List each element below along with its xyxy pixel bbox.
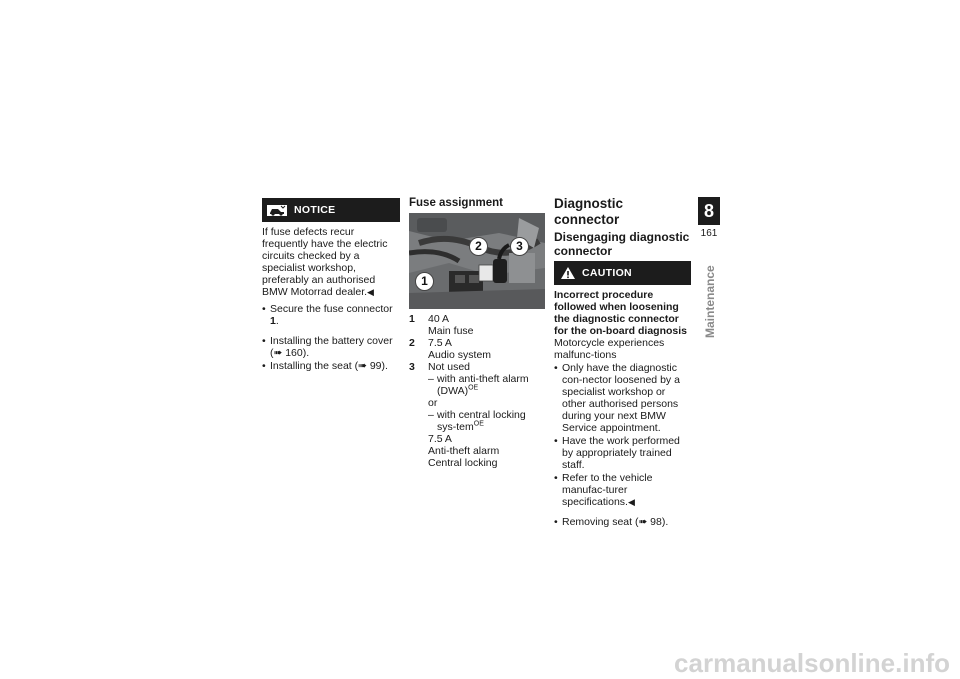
fuse-item-1: 1 40 A Main fuse <box>409 313 474 337</box>
warning-triangle-icon <box>560 266 576 280</box>
caution-step-2: • Have the work performed by appropriately trained staff. <box>554 435 691 471</box>
callout-1: 1 <box>415 272 434 291</box>
fuse-assignment-title: Fuse assignment <box>409 197 503 209</box>
step-install-battery-cover: • Installing the battery cover (➠ 160). <box>262 335 400 359</box>
watermark-text: carmanualsonline.info <box>674 648 950 678</box>
fuse-item-3: 3 Not used – with anti-theft alarm (DWA)$^{OE}$ or – with central locking sys-tem$^{OE}$ 7.5 A Anti-theft alarm Central locking <box>409 361 545 469</box>
notice-label: NOTICE <box>294 204 336 216</box>
caution-heading: Incorrect procedure followed when loosening the diagnostic connector for the on-board diagnosis <box>554 289 687 337</box>
option-central-locking: – with central locking sys-tem$^{OE}$ <box>428 409 545 433</box>
fuse-assignment-column <box>409 196 545 469</box>
caution-banner <box>554 261 691 285</box>
diagnostic-title: Diagnostic connector <box>554 196 624 227</box>
diagnostic-column <box>554 196 691 528</box>
step-removing-seat: • Removing seat (➠ 98). <box>554 516 691 528</box>
callout-3: 3 <box>510 237 529 256</box>
notice-text: If fuse defects recur frequently have the electric circuits checked by a specialist workshop, preferably an authorised BMW Motorrad dealer.◀ <box>262 226 388 298</box>
option-anti-theft: – with anti-theft alarm (DWA)$^{OE}$ <box>428 373 545 397</box>
section-title: Maintenance <box>703 265 717 338</box>
callout-2: 2 <box>469 237 488 256</box>
notice-column <box>262 196 400 372</box>
chapter-number: 8 <box>698 197 720 225</box>
page-number: 161 <box>700 228 718 239</box>
caution-label: CAUTION <box>582 267 632 279</box>
step-install-seat: • Installing the seat (➠ 99). <box>262 360 400 372</box>
end-mark-icon: ◀ <box>627 497 635 507</box>
step-secure-fuse: • Secure the fuse connector 1. <box>262 303 400 327</box>
fuse-box-image <box>409 213 545 309</box>
notice-banner <box>262 198 400 222</box>
car-damage-icon <box>266 203 288 217</box>
end-mark-icon: ◀ <box>367 287 374 297</box>
fuse-list <box>409 313 545 469</box>
fuse-box-photo <box>409 213 545 309</box>
caution-step-1: • Only have the diagnostic con-nector loosened by a specialist workshop or other authorised persons during your next BMW Service appointment. <box>554 362 691 434</box>
caution-consequence: Motorcycle experiences malfunc-tions <box>554 337 665 361</box>
disengage-subtitle: Disengaging diagnostic connector <box>554 230 690 258</box>
fuse-item-2: 2 7.5 A Audio system <box>409 337 492 361</box>
caution-step-3: • Refer to the vehicle manufac-turer specifications.◀ <box>554 472 691 508</box>
